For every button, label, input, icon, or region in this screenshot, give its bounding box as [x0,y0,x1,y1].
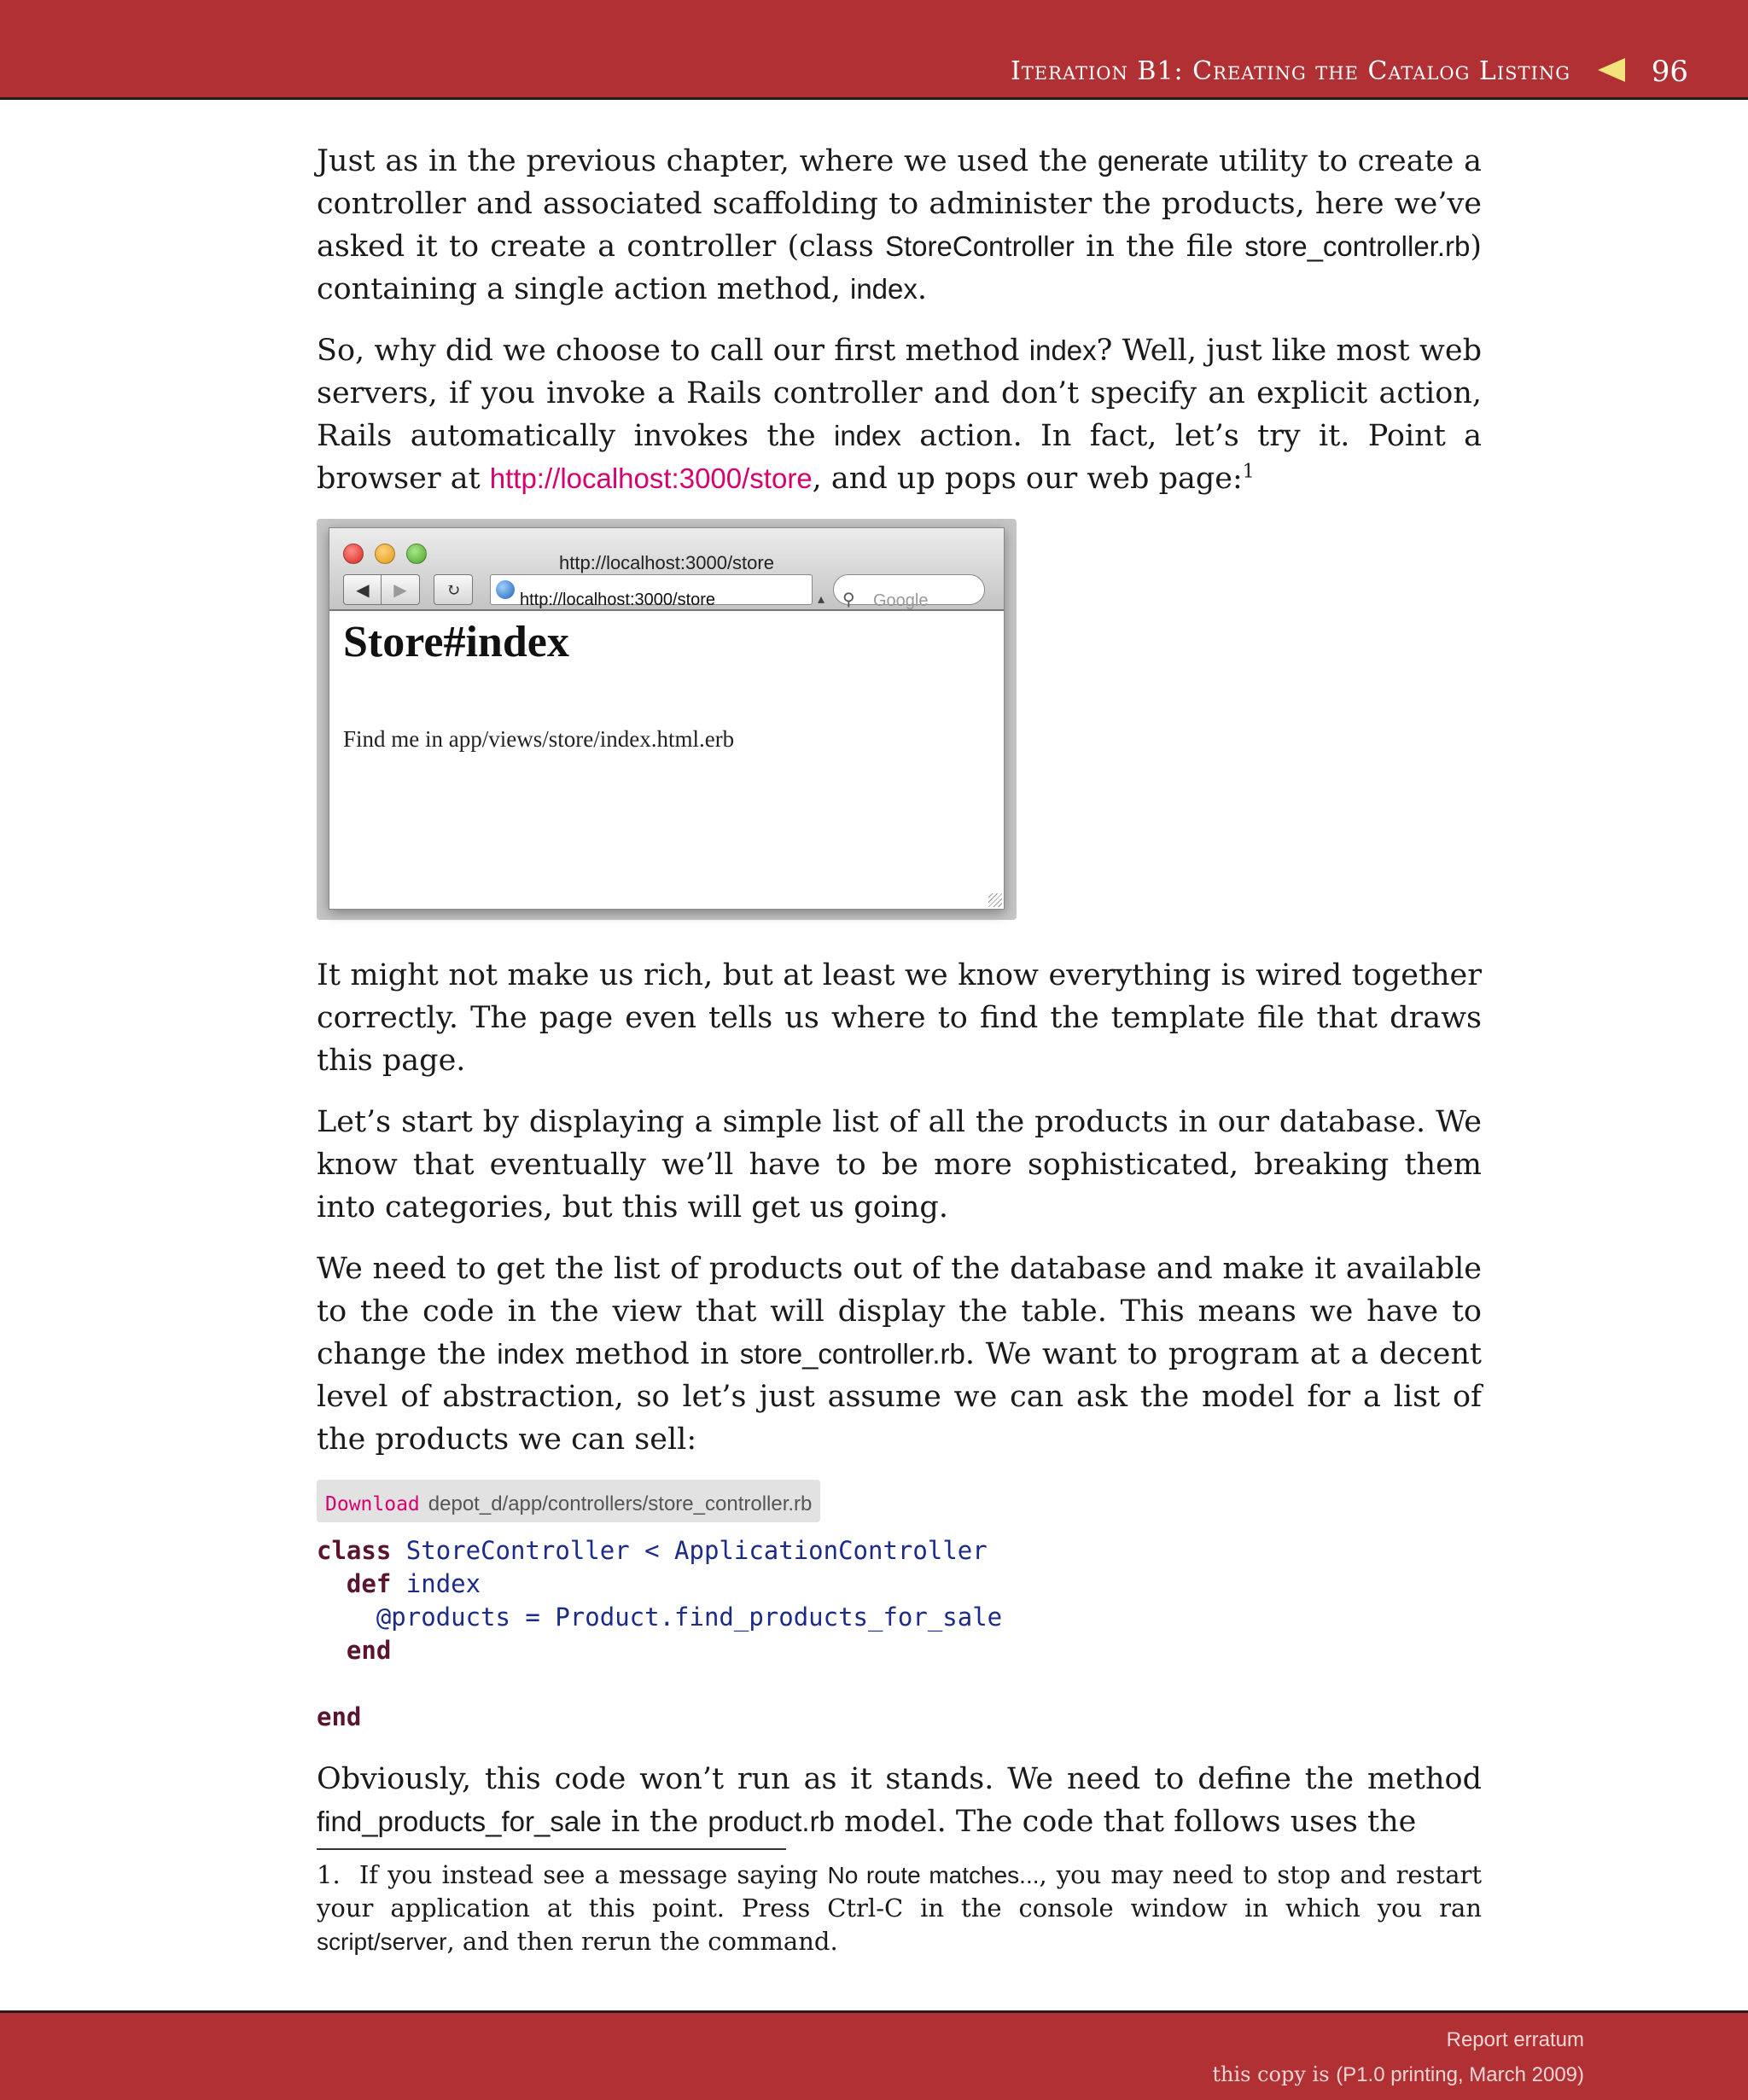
code-line-blank [317,1667,1482,1701]
code-listing [317,1534,1482,1734]
search-icon: ⚲ [842,589,855,609]
store-url-link[interactable]: http://localhost:3000/store [489,462,813,494]
reload-icon[interactable]: ↻ [434,574,473,605]
store-index-heading: Store#index [343,618,569,666]
copy-info: this copy is (P1.0 printing, March 2009) [1212,2062,1584,2086]
code-line: class StoreController < ApplicationController [317,1536,988,1565]
paragraph-6: Obviously, this code won’t run as it stands. We need to define the method find_products_for_sale in the product.rb model. The code that follows uses the [317,1762,1482,1839]
paragraph-1: Just as in the previous chapter, where we used the generate utility to create a controller and associated scaffolding to administer the products, here we’ve asked it to create a controller (class StoreController in the file store_controller.rb) containing a single action method, index. [317,144,1483,306]
code-term: StoreController [884,230,1075,262]
paragraph-4: Let’s start by displaying a simple list of all the products in our database. We know that eventually we’ll have to be more sophisticated, breaking them into categories, but this will get us going. [317,1105,1482,1225]
address-bar-url: http://localhost:3000/store [520,590,716,609]
code-line: def index [346,1569,481,1598]
paragraph-2: So, why did we choose to call our first method index? Well, just like most web servers, if you invoke a Rails controller and don’t specify an explicit action, Rails automatically invokes the index action. In fact, let’s try it. Point a browser at http://localhost:3000/store, and up pops our web page:$^1$ [317,334,1482,496]
footnote-divider [317,1848,786,1850]
footnote-number: 1. [317,1860,341,1889]
code-term: No route matches... [827,1862,1040,1888]
browser-window [329,527,1005,910]
address-bar[interactable] [490,574,813,609]
address-dropdown-icon[interactable]: ▴ [818,590,825,607]
code-term: generate [1097,145,1209,177]
previous-page-arrow-icon[interactable] [1598,58,1625,82]
back-arrow-icon[interactable]: ◀ [343,574,382,605]
footnote: 1. If you instead see a message saying No route matches..., you may need to stop and restart your application at this point. Press Ctrl-C in the console window in which you ran script/server, and then rerun the command. [317,1860,1483,1956]
forward-arrow-icon[interactable]: ▶ [381,574,420,605]
browser-toolbar [329,528,1004,611]
paragraph-3: It might not make us rich, but at least we know everything is wired together correctly. The page even tells us where to find the template file that draws this page. [317,958,1482,1078]
code-term: index [849,273,918,305]
code-line: end [346,1636,392,1665]
report-erratum-link[interactable]: Report erratum [1446,2028,1584,2051]
code-term: product.rb [708,1806,835,1837]
resize-grip-icon[interactable] [988,893,1002,907]
code-line: end [317,1702,362,1731]
code-term: index [834,420,901,451]
code-term: script/server [317,1928,447,1955]
download-link[interactable]: Download [325,1493,420,1515]
paragraph-5: We need to get the list of products out of the database and make it available to the code in the view that will display the table. This means we have to change the index method in store_controller.rb. We want to program at a decent level of abstraction, so let’s just assume we can ask the model for a list of the products we can sell: [317,1252,1482,1457]
globe-icon [496,580,515,599]
code-term: store_controller.rb [739,1338,965,1370]
window-title: http://localhost:3000/store [559,552,774,573]
page-header [0,0,1748,100]
page-number: 96 [1651,55,1688,89]
code-term: find_products_for_sale [317,1806,602,1837]
page-body [317,140,1482,1958]
download-file-path: depot_d/app/controllers/store_controller.rb [428,1492,813,1515]
code-term: index [497,1338,565,1370]
code-download-bar [317,1480,820,1522]
store-index-text: Find me in app/views/store/index.html.erb [343,726,735,752]
browser-screenshot [317,519,1017,920]
page-footer [0,2010,1748,2100]
code-term: store_controller.rb [1244,230,1471,262]
footnote-ref[interactable]: 1 [1242,461,1255,483]
running-header-title: Iteration B1: Creating the Catalog Listing [1010,56,1570,86]
search-input[interactable] [833,574,985,610]
code-line: @products = Product.find_products_for_sale [317,1603,1003,1632]
search-placeholder: Google [873,591,929,610]
code-term: index [1028,334,1097,366]
